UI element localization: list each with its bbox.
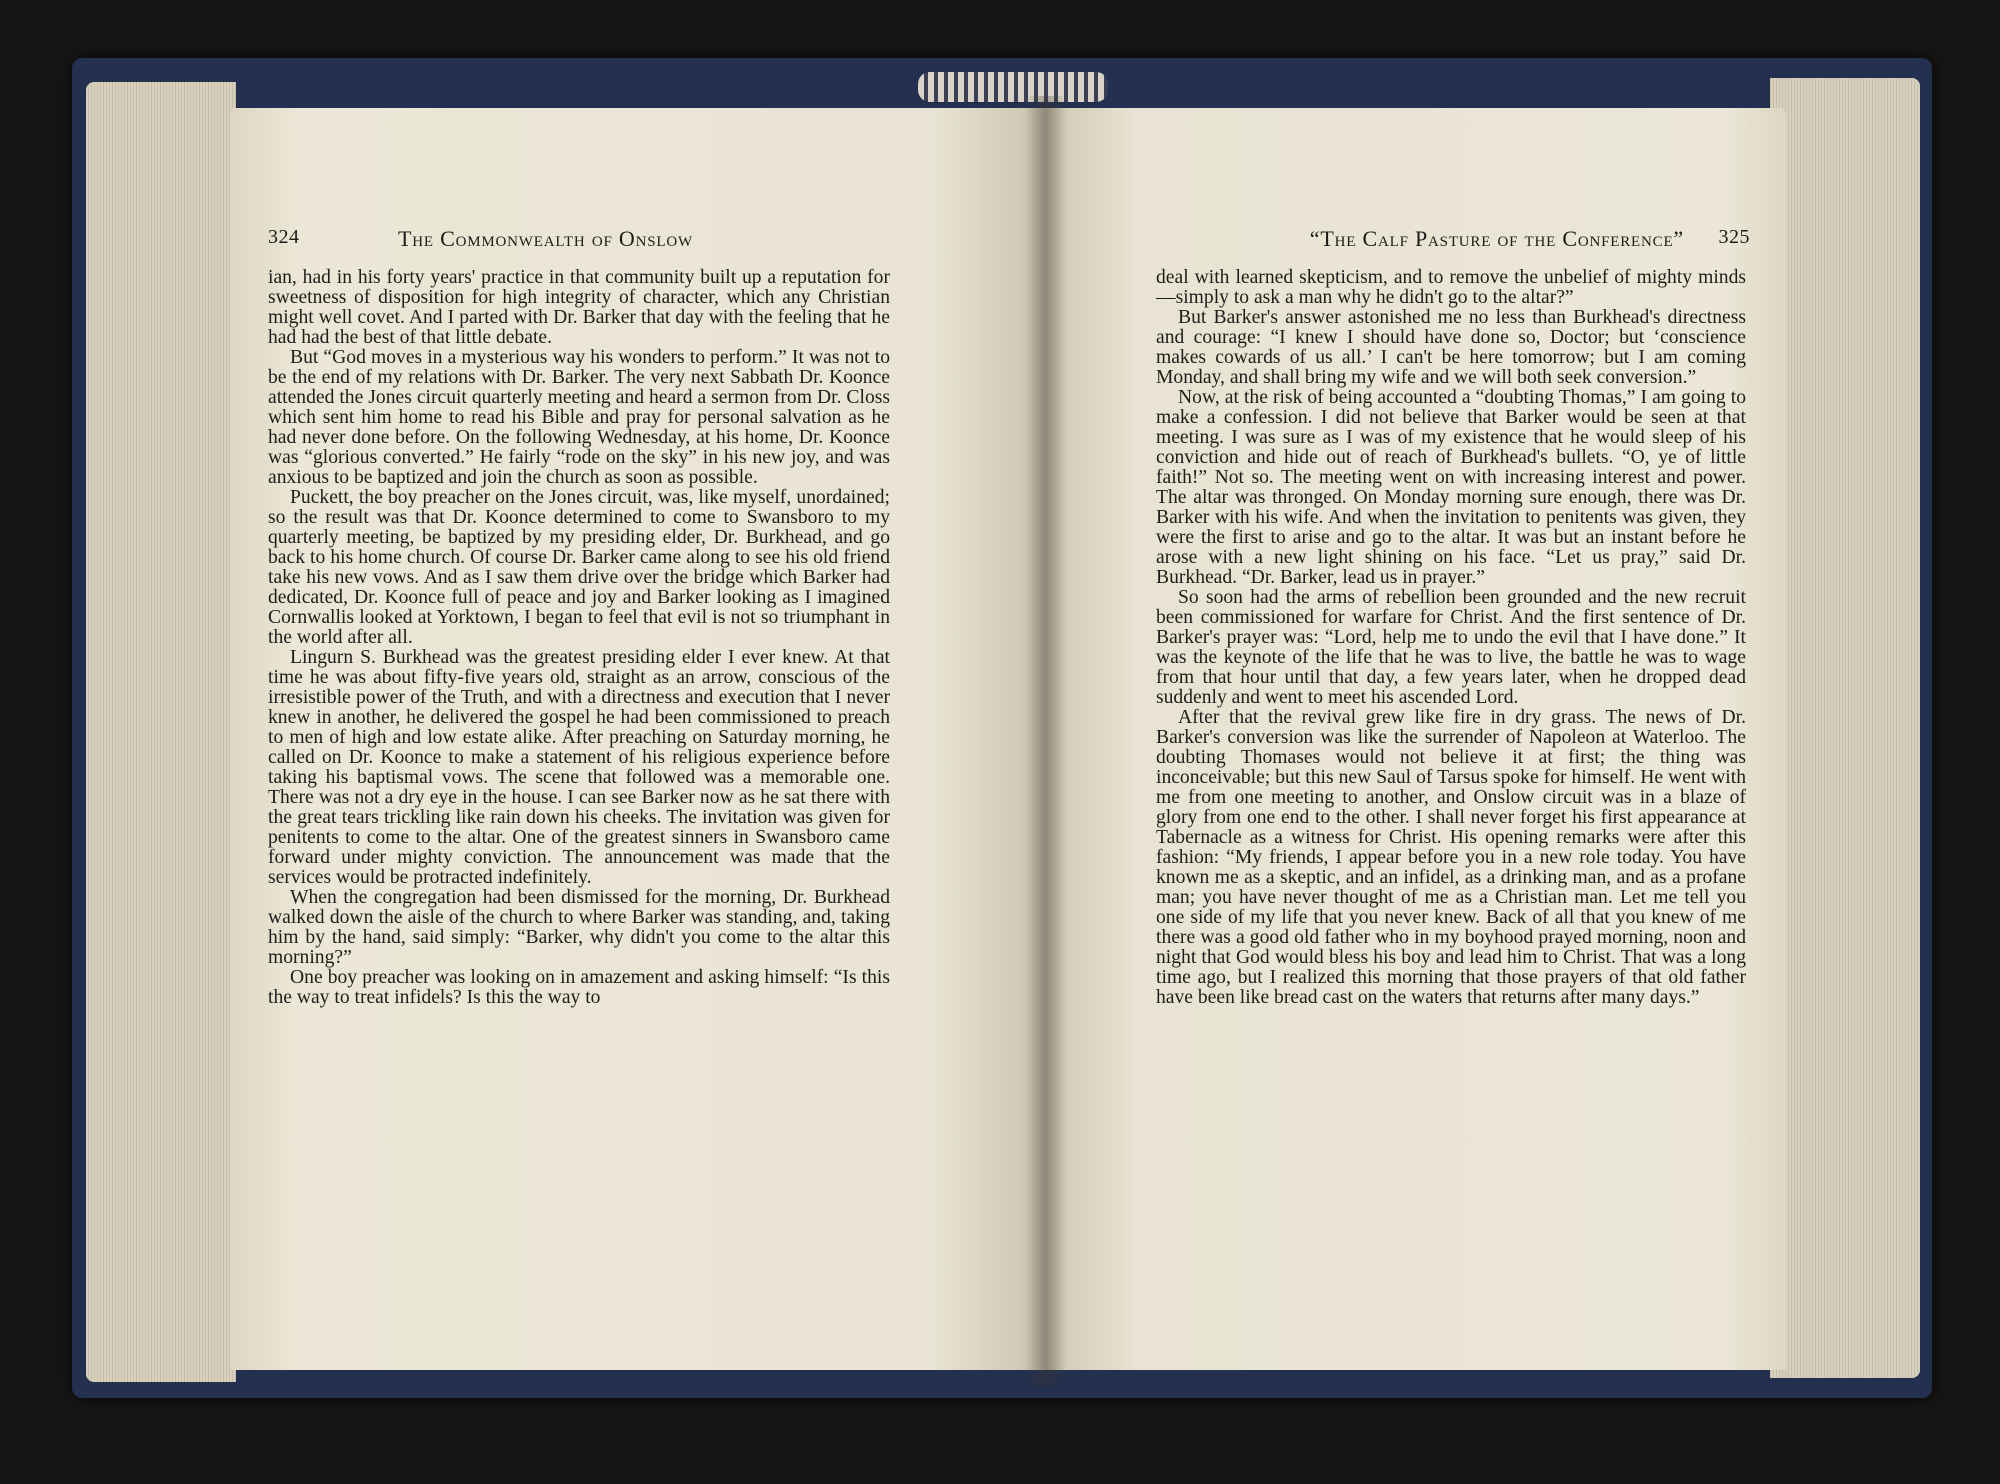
book-gutter-shadow <box>1026 96 1066 1386</box>
paragraph: But Barker's answer astonished me no less than Burkhead's directness and courage: “I knew I should have done so, Doctor; but ‘conscience makes cowards of us all.’ I can't be here tomorrow; but I am coming Monday, and shall bring my wife and we will both seek conversion.” <box>1156 307 1746 388</box>
right-running-title: “The Calf Pasture of the Conference” <box>1309 226 1684 251</box>
paragraph: deal with learned skepticism, and to remove the unbelief of mighty minds—simply to ask a man why he didn't go to the altar?” <box>1156 267 1746 308</box>
paragraph: But “God moves in a mysterious way his wonders to perform.” It was not to be the end of my relations with Dr. Barker. The very next Sabbath Dr. Koonce attended the Jones circuit quarterly meeting and heard a sermon from Dr. Closs which sent him home to read his Bible and pray for personal salvation as he had never done before. On the following Wednesday, at his home, Dr. Koonce was “glorious converted.” He fairly “rode on the sky” in his new joy, and was anxious to be baptized and join the church as soon as possible. <box>268 347 890 488</box>
right-running-head <box>1084 226 1756 266</box>
paragraph: Now, at the risk of being accounted a “doubting Thomas,” I am going to make a confession. I did not believe that Barker would be seen at that meeting. I was sure as I was of my existence that he would sleep of his conviction and hide out of reach of Burkhead's bullets. “O, ye of little faith!” Not so. The meeting went on with increasing interest and power. The altar was thronged. On Monday morning sure enough, there was Dr. Barker with his wife. And when the invitation to penitents was given, they were the first to arise and go to the altar. It was but an instant before he arose with a new light shining on his face. “Let us pray,” said Dr. Burkhead. “Dr. Barker, lead us in prayer.” <box>1156 387 1746 588</box>
paragraph: So soon had the arms of rebellion been grounded and the new recruit been commissioned for warfare for Christ. And the first sentence of Dr. Barker's prayer was: “Lord, help me to undo the evil that I have done.” It was the keynote of the life that he was to live, the battle he was to wage from that hour until that day, a few years later, when he dropped dead suddenly and went to meet his ascended Lord. <box>1156 587 1746 708</box>
paragraph: ian, had in his forty years' practice in that community built up a reputation for sweetness of disposition for high integrity of character, which any Christian might well covet. And I parted with Dr. Barker that day with the feeling that he had had the best of that little debate. <box>268 267 890 348</box>
paragraph: One boy preacher was looking on in amazement and asking himself: “Is this the way to treat infidels? Is this the way to <box>268 967 890 1008</box>
page-edges-right <box>1770 78 1920 1378</box>
left-body-text <box>268 268 890 1008</box>
paragraph: After that the revival grew like fire in dry grass. The news of Dr. Barker's conversion was like the surrender of Napoleon at Waterloo. The doubting Thomases would not believe it at first; the thing was inconceivable; but this new Saul of Tarsus spoke for himself. He went with me from one meeting to another, and Onslow circuit was in a blaze of glory from one end to the other. I shall never forget his first appearance at Tabernacle as a witness for Christ. His opening remarks were after this fashion: “My friends, I appear before you in a new role today. You have known me as a skeptic, and an infidel, as a drinking man, and as a profane man; you have never thought of me as a Christian man. Let me tell you one side of my life that you never knew. Back of all that you knew of me there was a good old father who in my boyhood prayed morning, noon and night that God would bless his boy and lead him to Christ. That was a long time ago, but I realized this morning that those prayers of that old father have been like bread cast on the waters that returns after many days.” <box>1156 707 1746 1008</box>
left-running-title: The Commonwealth of Onslow <box>398 226 693 251</box>
right-page-number: 325 <box>1718 226 1750 248</box>
left-page-number: 324 <box>268 226 300 248</box>
paragraph: Puckett, the boy preacher on the Jones circuit, was, like myself, unordained; so the result was that Dr. Koonce determined to come to Swansboro to my quarterly meeting, be baptized by my presiding elder, Dr. Burkhead, and go back to his home church. Of course Dr. Barker came along to see his old friend take his new vows. And as I saw them drive over the bridge which Barker had dedicated, Dr. Koonce full of peace and joy and Barker looking as I imagined Cornwallis looked at Yorktown, I began to feel that evil is not so triumphant in the world after all. <box>268 487 890 648</box>
paragraph: Lingurn S. Burkhead was the greatest presiding elder I ever knew. At that time he was about fifty-five years old, straight as an arrow, conscious of the irresistible power of the Truth, and with a directness and execution that I never knew in another, he delivered the gospel he had been commissioned to preach to men of high and low estate alike. After preaching on Saturday morning, he called on Dr. Koonce to make a statement of his religious experience before taking his baptismal vows. The scene that followed was a memorable one. There was not a dry eye in the house. I can see Barker now as he sat there with the great tears trickling like rain down his cheeks. The invitation was given for penitents to come to the altar. One of the greatest sinners in Swansboro came forward under mighty conviction. The announcement was made that the services would be protracted indefinitely. <box>268 647 890 888</box>
right-page <box>1046 108 1786 1370</box>
paragraph: When the congregation had been dismissed for the morning, Dr. Burkhead walked down the aisle of the church to where Barker was standing, and, taking him by the hand, said simply: “Barker, why didn't you come to the altar this morning?” <box>268 887 890 968</box>
left-page <box>230 108 1046 1370</box>
left-running-head <box>268 226 1016 266</box>
page-edges-left <box>86 82 236 1382</box>
right-body-text <box>1156 268 1746 1008</box>
spine-headband <box>918 72 1108 102</box>
